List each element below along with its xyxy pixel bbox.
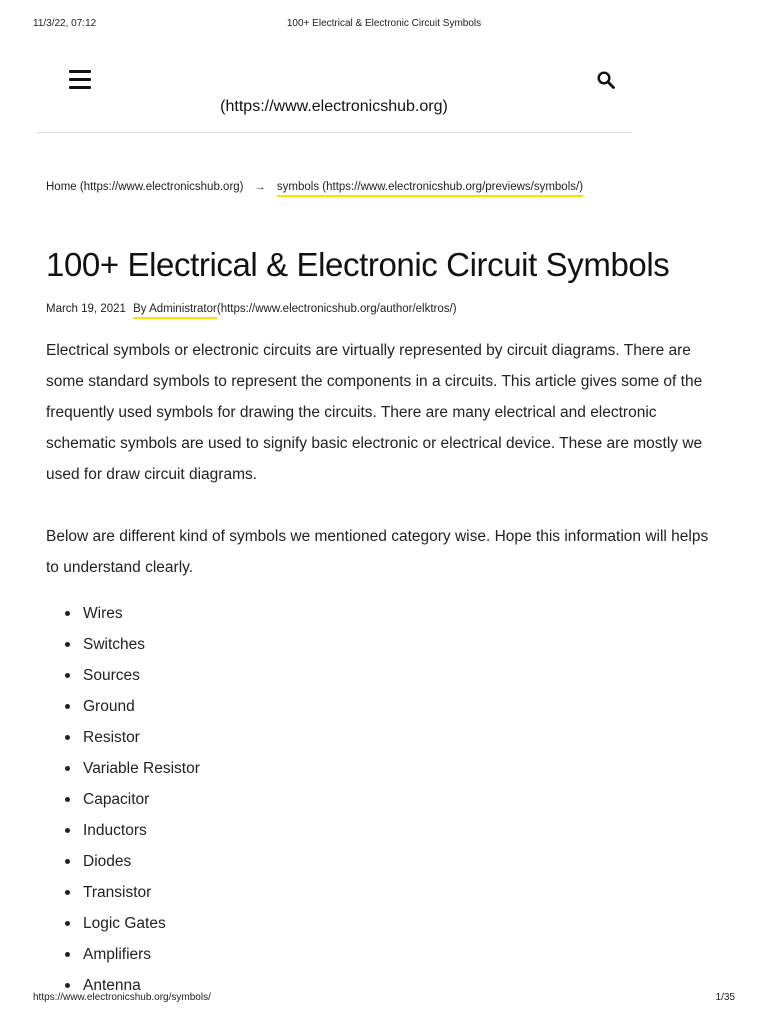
author-url: (https://www.electronicshub.org/author/elktros/) — [216, 303, 457, 315]
page-number: 1/35 — [715, 992, 735, 1003]
list-item: Antenna — [83, 970, 722, 1001]
page-title: 100+ Electrical & Electronic Circuit Symbols — [46, 246, 670, 283]
print-footer — [33, 992, 735, 1006]
list-item: Wires — [83, 598, 722, 629]
site-home-link[interactable]: (https://www.electronicshub.org) — [220, 98, 448, 115]
author-link[interactable]: By Administrator — [133, 303, 217, 319]
hamburger-menu-icon[interactable] — [69, 70, 91, 90]
category-paragraph: Below are different kind of symbols we mentioned category wise. Hope this information will helps to understand clearly. — [46, 528, 709, 576]
post-meta — [46, 303, 457, 315]
search-icon[interactable] — [597, 71, 615, 89]
topic-list — [46, 598, 722, 1001]
site-header — [36, 56, 632, 133]
breadcrumb-home-link[interactable]: Home (https://www.electronicshub.org) — [46, 181, 244, 193]
breadcrumb-symbols-link[interactable]: symbols (https://www.electronicshub.org/previews/symbols/) — [277, 181, 583, 197]
arrow-right-icon: → — [254, 181, 266, 193]
list-item: Diodes — [83, 846, 722, 877]
list-item: Amplifiers — [83, 939, 722, 970]
print-datetime: 11/3/22, 07:12 — [33, 18, 97, 29]
list-item: Resistor — [83, 722, 722, 753]
breadcrumb — [46, 181, 583, 193]
print-footer-url: https://www.electronicshub.org/symbols/ — [33, 992, 211, 1003]
post-date: March 19, 2021 — [46, 303, 126, 315]
list-item: Transistor — [83, 877, 722, 908]
list-item: Ground — [83, 691, 722, 722]
list-item: Variable Resistor — [83, 753, 722, 784]
print-header — [33, 18, 735, 32]
list-item: Logic Gates — [83, 908, 722, 939]
article-content — [46, 335, 722, 1001]
list-item: Switches — [83, 629, 722, 660]
list-item: Sources — [83, 660, 722, 691]
intro-paragraph: Electrical symbols or electronic circuits are virtually represented by circuit diagrams. There are some standard symbols to represent the components in a circuits. This article gives some of the frequently used symbols for drawing the circuits. There are many electrical and electronic schematic symbols are used to signify basic electronic or electrical device. These are mostly we used for draw circuit diagrams. — [46, 342, 703, 483]
list-item: Capacitor — [83, 784, 722, 815]
list-item: Inductors — [83, 815, 722, 846]
print-title: 100+ Electrical & Electronic Circuit Symbols — [286, 18, 482, 29]
